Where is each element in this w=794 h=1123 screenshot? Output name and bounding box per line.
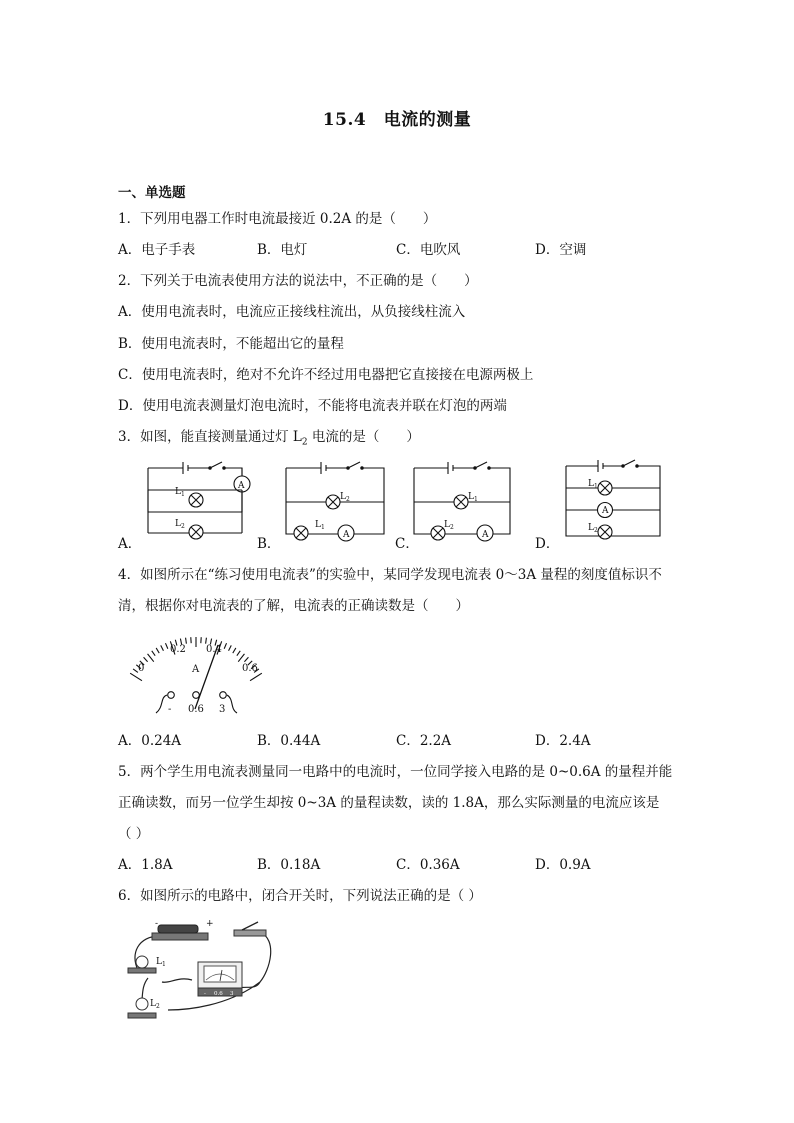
dial-tick xyxy=(130,673,142,681)
dial-tick xyxy=(161,645,164,650)
q1-option-b: B．电灯 xyxy=(257,242,308,258)
q3-option-a: A． xyxy=(118,536,142,552)
q3-option-d: D． xyxy=(535,536,560,552)
dial-tick xyxy=(229,645,232,650)
meter-terminal-3: 3 xyxy=(230,991,234,997)
lamp-label-b1: $L_1$ xyxy=(315,520,325,531)
dial-label-0-6: 0.6 xyxy=(242,663,258,674)
q2-option-b: B．使用电流表时，不能超出它的量程 xyxy=(118,336,344,352)
lamp-1-label: $L_1$ xyxy=(156,957,166,968)
switch xyxy=(234,930,266,936)
lamp-label-b2: $L_2$ xyxy=(340,492,350,503)
dial-tick xyxy=(238,654,244,662)
q5-option-a: A．1.8A xyxy=(118,857,173,873)
question-1: 1．下列用电器工作时电流最接近 0.2A 的是（ ） xyxy=(118,211,437,227)
dial-tick xyxy=(237,651,240,656)
question-5-line-3: （ ） xyxy=(118,826,150,842)
q5-option-b: B．0.18A xyxy=(257,857,321,873)
dial-unit: A xyxy=(192,664,200,675)
q5-option-c: C．0.36A xyxy=(396,857,460,873)
ammeter-label-a: A xyxy=(238,481,245,491)
section-heading: 一、单选题 xyxy=(118,185,186,201)
question-5-line-2: 正确读数，而另一位学生却按 0~3A 的量程读数，读的 1.8A，那么实际测量的电流应该是 xyxy=(118,795,660,811)
terminal-0-6: 0.6 xyxy=(188,704,204,715)
lamp-label-d1: $L_1$ xyxy=(588,479,598,490)
battery-minus-label: - xyxy=(155,919,159,929)
lamp-1-base xyxy=(128,968,156,973)
dial-tick xyxy=(233,648,236,653)
question-5-line-1: 5．两个学生用电流表测量同一电路中的电流时，一位同学接入电路的是 0~0.6A 的量程并能 xyxy=(118,764,673,780)
lamp-label-c2: $L_2$ xyxy=(444,520,454,531)
q4-option-a: A．0.24A xyxy=(118,733,182,749)
q3-option-b: B． xyxy=(257,536,281,552)
question-3: 3．如图，能直接测量通过灯 $L_2$ 电流的是（ ） xyxy=(118,429,420,448)
question-4-line-2: 清，根据你对电流表的了解，电流表的正确读数是（ ） xyxy=(118,598,469,614)
lamp-label-c1: $L_1$ xyxy=(468,492,478,503)
dial-tick xyxy=(224,643,226,649)
ammeter-label-d: A xyxy=(602,506,609,516)
page-title: 15.4 电流的测量 xyxy=(322,110,472,130)
q2-option-a: A．使用电流表时，电流应正接线柱流出，从负接线柱流入 xyxy=(118,304,466,320)
battery xyxy=(152,933,208,940)
question-4-line-1: 4．如图所示在“练习使用电流表”的实验中，某同学发现电流表 0～3A 量程的刻度值标识不 xyxy=(118,567,662,583)
terminal-3: 3 xyxy=(219,704,226,715)
circuit-c xyxy=(414,462,510,541)
lamp-label-a2: $L_2$ xyxy=(175,519,185,530)
lamp-label-d2: $L_2$ xyxy=(588,523,598,534)
q2-option-d: D．使用电流表测量灯泡电流时，不能将电流表并联在灯泡的两端 xyxy=(118,398,507,414)
q3-option-c: C． xyxy=(395,536,419,552)
dial-tick xyxy=(148,654,154,662)
dial-tick xyxy=(144,657,148,661)
dial-tick xyxy=(206,638,207,644)
dial-label-0: 0 xyxy=(138,663,145,674)
q4-option-d: D．2.4A xyxy=(535,733,591,749)
dial-tick xyxy=(186,638,187,644)
lamp-2-label: $L_2$ xyxy=(150,999,160,1010)
circuit-b xyxy=(286,462,384,541)
q5-option-d: D．0.9A xyxy=(535,857,591,873)
q4-option-b: B．0.44A xyxy=(257,733,321,749)
lamp-label-a1: $L_1$ xyxy=(175,487,185,498)
dial-tick xyxy=(250,673,262,681)
ammeter-label-c: A xyxy=(482,530,489,540)
dial-tick xyxy=(152,651,155,656)
q2-option-c: C．使用电流表时，绝对不允许不经过用电器把它直接接在电源两极上 xyxy=(118,367,534,383)
q1-option-a: A．电子手表 xyxy=(118,242,196,258)
circuit-a xyxy=(148,462,250,539)
q6-circuit-photo xyxy=(118,910,283,1025)
dial-label-0-4: 0.4 xyxy=(206,644,222,655)
dial-label-0-2: 0.2 xyxy=(170,644,186,655)
lamp-2-base xyxy=(128,1013,156,1018)
battery-plus-label: + xyxy=(206,919,214,929)
q4-option-c: C．2.2A xyxy=(396,733,452,749)
ammeter-dial-figure xyxy=(118,615,278,720)
question-6: 6．如图所示的电路中，闭合开关时，下列说法正确的是（ ） xyxy=(118,888,482,904)
dial-tick xyxy=(165,643,167,649)
meter-terminal-minus: - xyxy=(204,991,206,997)
question-2: 2．下列关于电流表使用方法的说法中，不正确的是（ ） xyxy=(118,273,478,289)
dial-tick xyxy=(244,657,248,661)
q1-option-d: D．空调 xyxy=(535,242,587,258)
circuit-d xyxy=(566,460,660,539)
meter-terminal-0-6: 0.6 xyxy=(214,991,223,997)
terminal-minus: - xyxy=(168,704,172,715)
ammeter-label-b: A xyxy=(343,530,350,540)
dial-tick xyxy=(156,648,159,653)
q1-option-c: C．电吹风 xyxy=(396,242,461,258)
